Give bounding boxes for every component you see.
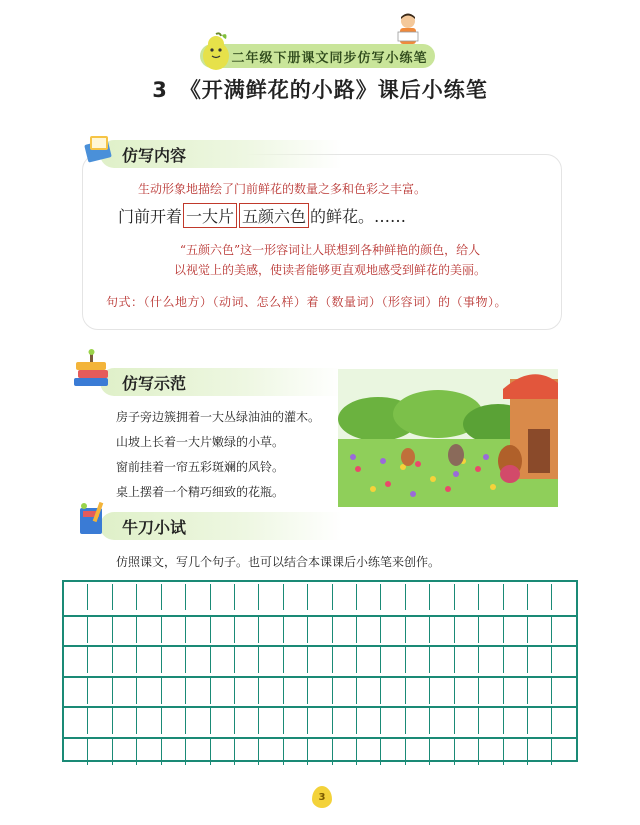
grid-cell[interactable]	[479, 739, 503, 765]
grid-cell[interactable]	[504, 739, 528, 765]
grid-cell[interactable]	[186, 584, 210, 610]
grid-cell[interactable]	[455, 678, 479, 704]
grid-cell[interactable]	[333, 708, 357, 734]
lesson-title: 《开满鲜花的小路》课后小练笔	[179, 78, 488, 102]
highlighted-adjective: 五颜六色	[239, 203, 309, 228]
section-heading-imitation-example	[100, 368, 342, 396]
grid-cell[interactable]	[113, 708, 137, 734]
grid-cell[interactable]	[113, 739, 137, 765]
grid-cell[interactable]	[113, 647, 137, 673]
grid-cell[interactable]	[235, 617, 259, 643]
grid-cell[interactable]	[381, 584, 405, 610]
banner-text: 二年级下册课文同步仿写小练笔	[231, 50, 428, 66]
writing-instruction: 仿照课文，写几个句子。也可以结合本课课后小练笔来创作。	[116, 555, 441, 569]
book-stack-icon	[70, 348, 114, 392]
flower-path-illustration	[338, 369, 558, 507]
grid-cell[interactable]	[357, 708, 381, 734]
grid-cell[interactable]	[406, 617, 430, 643]
grid-cell[interactable]	[162, 678, 186, 704]
grid-cell[interactable]	[211, 617, 235, 643]
grid-cell[interactable]	[430, 617, 454, 643]
grid-cell[interactable]	[357, 647, 381, 673]
grid-cell[interactable]	[406, 739, 430, 765]
grid-cell[interactable]	[259, 584, 283, 610]
grid-cell[interactable]	[259, 739, 283, 765]
grid-cell[interactable]	[88, 678, 112, 704]
section-heading-try-it	[100, 512, 342, 540]
grid-cell[interactable]	[137, 708, 161, 734]
grid-cell[interactable]	[528, 708, 552, 734]
grid-cell[interactable]	[88, 617, 112, 643]
grid-cell[interactable]	[284, 617, 308, 643]
grid-cell[interactable]	[504, 647, 528, 673]
grid-cell[interactable]	[479, 584, 503, 610]
grid-cell[interactable]	[64, 584, 88, 610]
grid-cell[interactable]	[528, 739, 552, 765]
grid-cell[interactable]	[381, 739, 405, 765]
grid-cell[interactable]	[455, 708, 479, 734]
grid-cell[interactable]	[357, 584, 381, 610]
grid-cell[interactable]	[430, 739, 454, 765]
grid-cell[interactable]	[552, 678, 575, 704]
grid-cell[interactable]	[64, 647, 88, 673]
grid-cell[interactable]	[211, 647, 235, 673]
grid-cell[interactable]	[381, 678, 405, 704]
grid-cell[interactable]	[235, 647, 259, 673]
grid-cell[interactable]	[284, 584, 308, 610]
pear-mascot-icon	[196, 30, 236, 72]
grid-cell[interactable]	[308, 617, 332, 643]
example-line: 桌上摆着一个精巧细致的花瓶。	[116, 485, 285, 499]
grid-cell[interactable]	[552, 617, 575, 643]
grid-cell[interactable]	[211, 708, 235, 734]
grid-cell[interactable]	[308, 584, 332, 610]
section-heading-text: 牛刀小试	[122, 517, 187, 537]
grid-cell[interactable]	[381, 647, 405, 673]
grid-cell[interactable]	[528, 678, 552, 704]
sentence-suffix: 的鲜花。……	[310, 207, 407, 226]
grid-cell[interactable]	[455, 617, 479, 643]
grid-cell[interactable]	[455, 647, 479, 673]
example-line: 房子旁边簇拥着一大丛绿油油的灌木。	[116, 410, 321, 424]
grid-cell[interactable]	[284, 708, 308, 734]
grid-row	[64, 615, 576, 643]
grid-cell[interactable]	[308, 739, 332, 765]
grid-row	[64, 645, 576, 673]
grid-cell[interactable]	[479, 678, 503, 704]
grid-cell[interactable]	[552, 584, 575, 610]
grid-cell[interactable]	[162, 584, 186, 610]
grid-cell[interactable]	[552, 647, 575, 673]
grid-cell[interactable]	[381, 708, 405, 734]
grid-cell[interactable]	[479, 647, 503, 673]
annotation-top: 生动形象地描绘了门前鲜花的数量之多和色彩之丰富。	[138, 182, 427, 196]
grid-cell[interactable]	[357, 739, 381, 765]
grid-cell[interactable]	[137, 678, 161, 704]
grid-cell[interactable]	[259, 678, 283, 704]
grid-cell[interactable]	[235, 584, 259, 610]
grid-cell[interactable]	[186, 617, 210, 643]
explanation-line-2: 以视觉上的美感，使读者能够更直观地感受到鲜花的美丽。	[173, 263, 486, 277]
grid-cell[interactable]	[88, 708, 112, 734]
book-pencil-icon	[74, 500, 110, 536]
grid-cell[interactable]	[235, 708, 259, 734]
grid-cell[interactable]	[455, 584, 479, 610]
grid-cell[interactable]	[235, 739, 259, 765]
grid-cell[interactable]	[479, 708, 503, 734]
grid-cell[interactable]	[430, 584, 454, 610]
grid-cell[interactable]	[186, 708, 210, 734]
grid-cell[interactable]	[88, 647, 112, 673]
page-number: 3	[312, 786, 332, 808]
grid-cell[interactable]	[333, 678, 357, 704]
grid-cell[interactable]	[284, 678, 308, 704]
grid-cell[interactable]	[186, 678, 210, 704]
sentence-pattern: 句式：（什么地方）（动词、怎么样）着（数量词）（形容词）的（事物）。	[106, 295, 508, 309]
grid-cell[interactable]	[137, 647, 161, 673]
grid-cell[interactable]	[357, 617, 381, 643]
grid-cell[interactable]	[406, 647, 430, 673]
highlighted-quantity: 一大片	[183, 203, 237, 228]
grid-cell[interactable]	[259, 617, 283, 643]
grid-cell[interactable]	[88, 739, 112, 765]
grid-cell[interactable]	[64, 708, 88, 734]
sentence-prefix: 门前开着	[118, 207, 183, 226]
grid-cell[interactable]	[455, 739, 479, 765]
grid-row	[64, 737, 576, 765]
grid-cell[interactable]	[211, 584, 235, 610]
grid-cell[interactable]	[504, 678, 528, 704]
grid-cell[interactable]	[333, 647, 357, 673]
section-heading-text: 仿写示范	[122, 373, 187, 393]
grid-cell[interactable]	[357, 678, 381, 704]
grid-cell[interactable]	[259, 647, 283, 673]
example-sentence	[118, 203, 406, 228]
grid-cell[interactable]	[528, 617, 552, 643]
grid-cell[interactable]	[162, 647, 186, 673]
grid-cell[interactable]	[88, 584, 112, 610]
grid-cell[interactable]	[113, 678, 137, 704]
grid-cell[interactable]	[113, 584, 137, 610]
grid-cell[interactable]	[235, 678, 259, 704]
grid-cell[interactable]	[211, 678, 235, 704]
grid-cell[interactable]	[552, 739, 575, 765]
grid-cell[interactable]	[137, 617, 161, 643]
grid-cell[interactable]	[137, 584, 161, 610]
grid-cell[interactable]	[113, 617, 137, 643]
grid-cell[interactable]	[504, 708, 528, 734]
grid-cell[interactable]	[406, 708, 430, 734]
grid-cell[interactable]	[479, 617, 503, 643]
grid-cell[interactable]	[259, 708, 283, 734]
books-icon	[84, 132, 114, 164]
grid-cell[interactable]	[162, 617, 186, 643]
example-line: 窗前挂着一帘五彩斑斓的风铃。	[116, 460, 285, 474]
writing-grid[interactable]	[62, 580, 578, 762]
section-heading-text: 仿写内容	[122, 145, 187, 165]
grid-cell[interactable]	[162, 708, 186, 734]
grid-cell[interactable]	[333, 739, 357, 765]
explanation	[150, 240, 510, 280]
grid-cell[interactable]	[552, 708, 575, 734]
page-title	[0, 74, 640, 104]
grid-cell[interactable]	[308, 678, 332, 704]
grid-cell[interactable]	[64, 739, 88, 765]
grid-cell[interactable]	[284, 739, 308, 765]
lesson-number: 3	[152, 78, 168, 102]
grid-cell[interactable]	[211, 739, 235, 765]
grid-cell[interactable]	[528, 584, 552, 610]
grid-cell[interactable]	[430, 708, 454, 734]
grid-cell[interactable]	[162, 739, 186, 765]
grid-cell[interactable]	[284, 647, 308, 673]
grid-cell[interactable]	[64, 617, 88, 643]
grid-cell[interactable]	[186, 739, 210, 765]
grid-cell[interactable]	[137, 739, 161, 765]
grid-cell[interactable]	[406, 678, 430, 704]
grid-cell[interactable]	[308, 647, 332, 673]
grid-cell[interactable]	[528, 647, 552, 673]
grid-cell[interactable]	[430, 647, 454, 673]
grid-cell[interactable]	[308, 708, 332, 734]
grid-cell[interactable]	[64, 678, 88, 704]
example-line: 山坡上长着一大片嫩绿的小草。	[116, 435, 285, 449]
grid-cell[interactable]	[333, 584, 357, 610]
grid-row	[64, 706, 576, 734]
grid-cell[interactable]	[504, 584, 528, 610]
grid-cell[interactable]	[381, 617, 405, 643]
grid-row	[64, 584, 576, 610]
grid-cell[interactable]	[430, 678, 454, 704]
grid-cell[interactable]	[333, 617, 357, 643]
grid-cell[interactable]	[406, 584, 430, 610]
section-heading-imitation-content	[100, 140, 342, 168]
grid-row	[64, 676, 576, 704]
grid-cell[interactable]	[186, 647, 210, 673]
grid-cell[interactable]	[504, 617, 528, 643]
explanation-line-1: “五颜六色”这一形容词让人联想到各种鲜艳的颜色，给人	[179, 243, 481, 257]
